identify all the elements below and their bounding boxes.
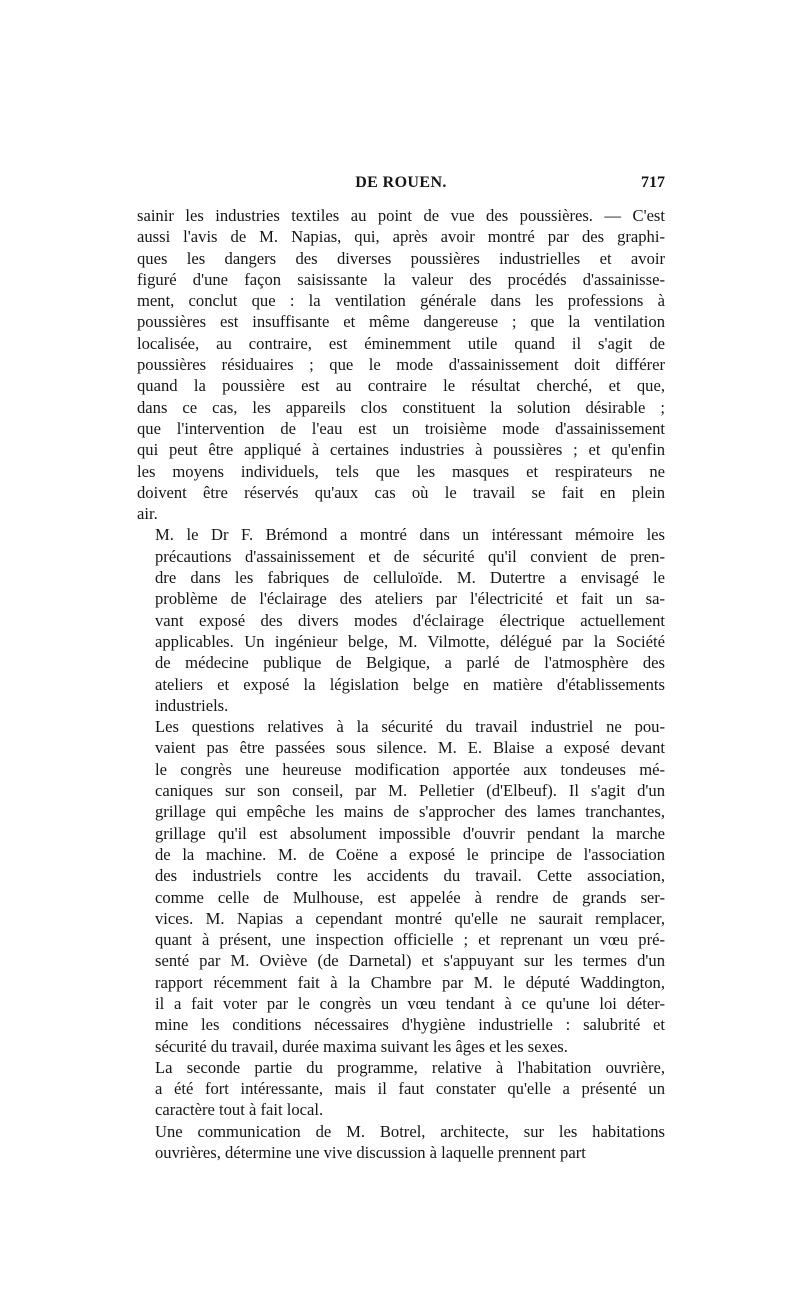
text-line: quant à présent, une inspection officielle ; et reprenant un vœu pré- [155, 930, 665, 950]
text-line: ateliers et exposé la législation belge en matière d'établissements [155, 674, 665, 694]
text-line: comme celle de Mulhouse, est appelée à rendre de grands ser- [155, 887, 665, 907]
text-line: figuré d'une façon saisissante la valeur des procédés d'assainisse- [137, 269, 665, 289]
text-line: localisée, au contraire, est éminemment utile quand il s'agit de [137, 333, 665, 353]
text-line: poussières résiduaires ; que le mode d'assainissement doit différer [137, 355, 665, 375]
text-line: précautions d'assainissement et de sécurité qu'il convient de pren- [155, 546, 665, 566]
text-line: senté par M. Oviève (de Darnetal) et s'appuyant sur les termes d'un [155, 951, 665, 971]
text-line: sainir les industries textiles au point de vue des poussières. — C'est [137, 206, 665, 225]
text-line: poussières est insuffisante et même dangereuse ; que la ventilation [137, 312, 665, 332]
text-line: de médecine publique de Belgique, a parlé de l'atmosphère des [155, 653, 665, 673]
text-line: M. le Dr F. Brémond a montré dans un intéressant mémoire les [155, 525, 665, 545]
text-line: grillage qui empêche les mains de s'approcher des lames tranchantes, [155, 802, 665, 822]
text-line: a été fort intéressante, mais il faut constater qu'elle a présenté un [155, 1079, 665, 1099]
text-line: ment, conclut que : la ventilation générale dans les professions à [137, 291, 665, 311]
text-line: doivent être réservés qu'aux cas où le travail se fait en plein [137, 482, 665, 502]
text-line: industriels. [155, 695, 229, 715]
text-line: dans ce cas, les appareils clos constituent la solution désirable ; [137, 397, 665, 417]
paragraph [137, 205, 665, 524]
text-line: des industriels contre les accidents du travail. Cette association, [155, 866, 665, 886]
text-line: grillage qu'il est absolument impossible d'ouvrir pendant la marche [155, 823, 665, 843]
text-line: ouvrières, détermine une vive discussion à laquelle prennent part [155, 1143, 586, 1163]
paragraph [137, 1057, 665, 1121]
running-header [137, 174, 665, 196]
text-line: vaient pas être passées sous silence. M. E. Blaise a exposé devant [155, 738, 665, 758]
text-line: dre dans les fabriques de celluloïde. M. Dutertre a envisagé le [155, 568, 665, 588]
text-line: air. [137, 504, 158, 524]
text-line: quand la poussière est au contraire le résultat cherché, et que, [137, 376, 665, 396]
text-line: le congrès une heureuse modification apportée aux tondeuses mé- [155, 759, 665, 779]
text-line: mine les conditions nécessaires d'hygiène industrielle : salubrité et [155, 1015, 665, 1035]
text-line: vices. M. Napias a cependant montré qu'elle ne saurait remplacer, [155, 908, 665, 928]
text-line: caniques sur son conseil, par M. Pelletier (d'Elbeuf). Il s'agit d'un [155, 781, 665, 801]
text-line: La seconde partie du programme, relative à l'habitation ouvrière, [155, 1057, 665, 1077]
paragraph [137, 716, 665, 1057]
text-line: de la machine. M. de Coëne a exposé le principe de l'association [155, 844, 665, 864]
running-title: DE ROUEN. [355, 174, 447, 191]
text-line: Une communication de M. Botrel, architecte, sur les habitations [155, 1121, 665, 1141]
text-line: vant exposé des divers modes d'éclairage électrique actuellement [155, 610, 665, 630]
text-line: les moyens individuels, tels que les masques et respirateurs ne [137, 461, 665, 481]
text-line: ques les dangers des diverses poussières industrielles et avoir [137, 248, 665, 268]
text-line: rapport récemment fait à la Chambre par M. le député Waddington, [155, 972, 665, 992]
text-line: il a fait voter par le congrès un vœu tendant à ce qu'une loi déter- [155, 993, 665, 1013]
text-line: aussi l'avis de M. Napias, qui, après avoir montré par des graphi- [137, 227, 665, 247]
text-line: que l'intervention de l'eau est un troisième mode d'assainissement [137, 418, 665, 438]
body-text [137, 205, 665, 1163]
text-line: caractère tout à fait local. [155, 1100, 324, 1120]
text-line: Les questions relatives à la sécurité du travail industriel ne pou- [155, 717, 665, 737]
text-line: applicables. Un ingénieur belge, M. Vilmotte, délégué par la Société [155, 631, 665, 651]
text-line: problème de l'éclairage des ateliers par l'électricité et fait un sa- [155, 589, 665, 609]
page-number: 717 [641, 174, 665, 191]
paragraph [137, 524, 665, 716]
text-line: sécurité du travail, durée maxima suivant les âges et les sexes. [155, 1036, 568, 1056]
text-line: qui peut être appliqué à certaines industries à poussières ; et qu'enfin [137, 440, 665, 460]
paragraph [137, 1121, 665, 1164]
